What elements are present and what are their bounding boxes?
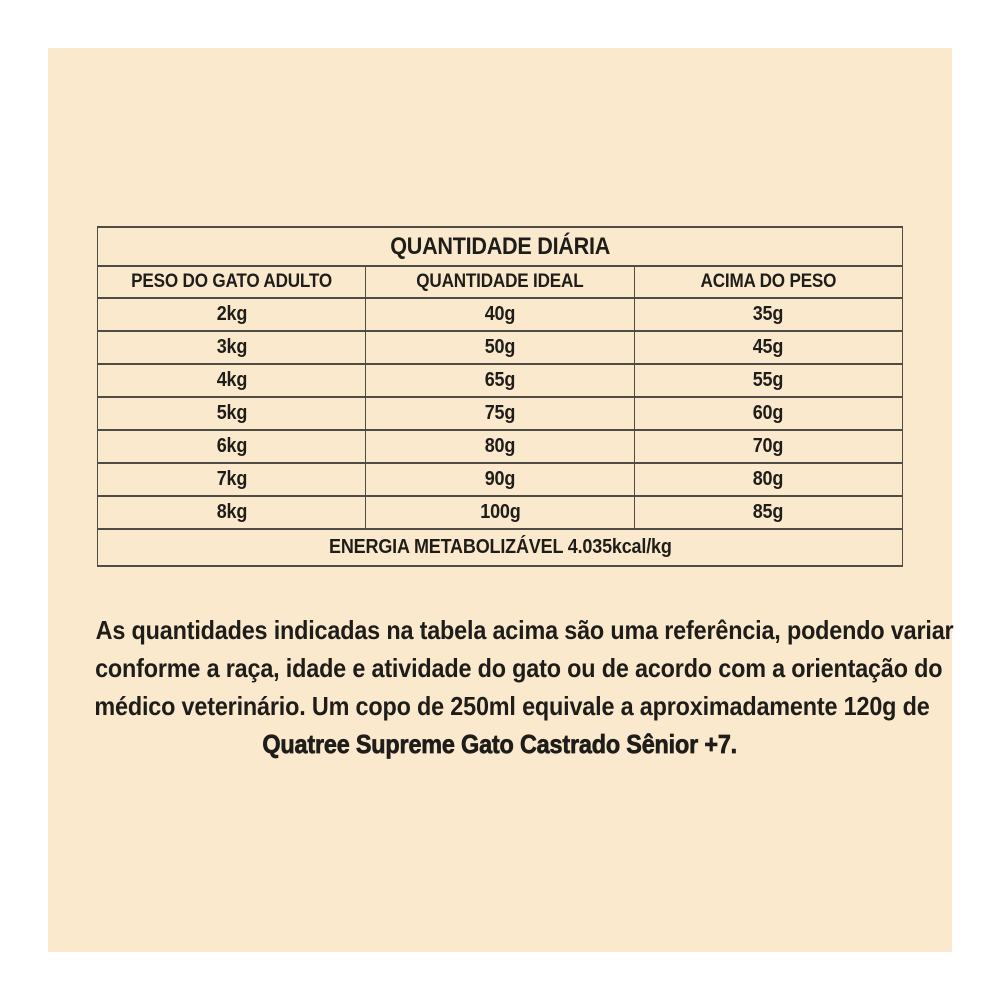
table-row bbox=[98, 430, 903, 463]
table-title-row bbox=[98, 227, 903, 266]
table-cell: 40g bbox=[366, 298, 634, 331]
table-cell: 55g bbox=[634, 364, 902, 397]
table-cell: 35g bbox=[634, 298, 902, 331]
feeding-table bbox=[97, 226, 903, 567]
table-row bbox=[98, 331, 903, 364]
table-cell: 2kg bbox=[98, 298, 366, 331]
table-cell: 80g bbox=[366, 430, 634, 463]
paper-background bbox=[48, 48, 952, 952]
table-cell: 100g bbox=[366, 496, 634, 529]
table-cell: 50g bbox=[366, 331, 634, 364]
table-cell: 60g bbox=[634, 397, 902, 430]
note-line-3: médico veterinário. Um copo de 250ml equivale a aproximadamente 120g de bbox=[94, 691, 930, 721]
table-footer-text: ENERGIA METABOLIZÁVEL 4.035kcal/kg bbox=[328, 536, 672, 558]
table-row bbox=[98, 298, 903, 331]
table-row bbox=[98, 496, 903, 529]
table-cell: 80g bbox=[634, 463, 902, 496]
table-footer-row bbox=[98, 529, 903, 566]
table-title bbox=[98, 227, 903, 266]
column-header: QUANTIDADE IDEAL bbox=[366, 266, 634, 298]
table-cell: 90g bbox=[366, 463, 634, 496]
table-cell: 85g bbox=[634, 496, 902, 529]
note-line-2: conforme a raça, idade e atividade do gato ou de acordo com a orientação do bbox=[95, 653, 943, 683]
table-cell: 3kg bbox=[98, 331, 366, 364]
table-cell: 5kg bbox=[98, 397, 366, 430]
table-cell: 75g bbox=[366, 397, 634, 430]
table-row bbox=[98, 397, 903, 430]
table-cell: 70g bbox=[634, 430, 902, 463]
table-cell: 4kg bbox=[98, 364, 366, 397]
note-line-1: As quantidades indicadas na tabela acima são uma referência, podendo variar bbox=[95, 615, 954, 645]
column-header: PESO DO GATO ADULTO bbox=[98, 266, 366, 298]
table-cell: 6kg bbox=[98, 430, 366, 463]
table-cell: 45g bbox=[634, 331, 902, 364]
table-cell: 8kg bbox=[98, 496, 366, 529]
feeding-note bbox=[48, 611, 952, 763]
table-row bbox=[98, 364, 903, 397]
table-body bbox=[98, 298, 903, 529]
table-cell: 65g bbox=[366, 364, 634, 397]
table-row bbox=[98, 463, 903, 496]
table-cell: 7kg bbox=[98, 463, 366, 496]
table-title-text: QUANTIDADE DIÁRIA bbox=[390, 232, 610, 260]
table-header-row bbox=[98, 266, 903, 298]
column-header: ACIMA DO PESO bbox=[634, 266, 902, 298]
brand-name: Quatree Supreme Gato Castrado Sênior +7. bbox=[262, 729, 738, 759]
table-footer bbox=[98, 529, 903, 566]
